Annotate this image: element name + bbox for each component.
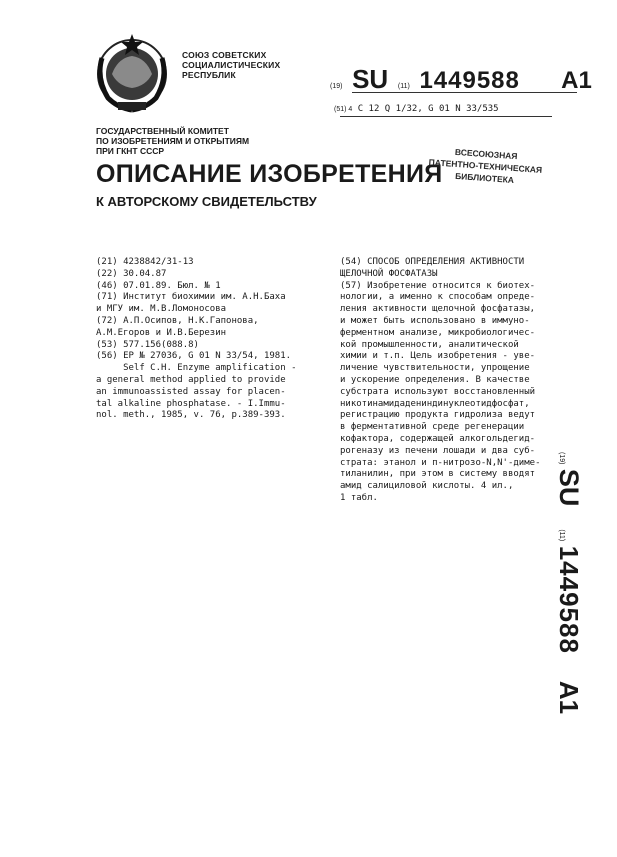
committee-line: ГОСУДАРСТВЕННЫЙ КОМИТЕТ (96, 126, 229, 136)
ussr-emblem-icon (88, 28, 176, 116)
ussr-line: СОЦИАЛИСТИЧЕСКИХ (182, 60, 281, 70)
abstract-line: никотинамидадениндинуклеотидфосфат, (340, 398, 530, 409)
abstract-line: личение чувствительности, упрощение (340, 363, 530, 374)
code-11: (11) (397, 83, 410, 90)
stamp-line: ВСЕСОЮЗНАЯ (454, 146, 518, 162)
abstract-line: регистрацию продукта гидролиза ведут (340, 410, 536, 421)
ipc-codes: С 12 Q 1/32, G 01 N 33/535 (357, 104, 499, 114)
side-kind-code: A1 (554, 680, 584, 715)
biblio-line: (72) А.П.Осипов, Н.К.Гапонова, (96, 315, 259, 326)
side-code-19: (19) (558, 452, 565, 465)
abstract-line: в ферментативной среде регенерации (340, 422, 525, 433)
abstract-line: (57) Изобретение относится к биотех- (340, 280, 536, 291)
patent-header (330, 64, 592, 95)
stamp-line: ПАТЕНТНО-ТЕХНИЧЕСКАЯ (428, 157, 543, 175)
biblio-line: А.М.Егоров и И.В.Березин (96, 327, 227, 338)
ussr-line: СОЮЗ СОВЕТСКИХ (182, 50, 267, 60)
code-19: (19) (330, 83, 343, 90)
abstract-line: нологии, а именно к способам опреде- (340, 292, 536, 303)
committee (96, 126, 249, 156)
stamp-line: БИБЛИОТЕКА (454, 170, 515, 186)
abstract-line: и может быть использовано в иммуно- (340, 315, 530, 326)
kind-code: A1 (561, 67, 592, 94)
biblio-line: (22) 30.04.87 (96, 268, 167, 279)
code-51: (51) 4 (334, 106, 353, 113)
side-patent-number (554, 452, 602, 715)
abstract-line: и ускорение определения. В качестве (340, 374, 530, 385)
biblio-line: (53) 577.156(088.8) (96, 339, 199, 350)
abstract-line: тиланилин, при этом в систему вводят (340, 469, 536, 480)
abstract-line: амид салициловой кислоты. 4 ил., (340, 481, 514, 492)
biblio-line: (56) ЕР № 27036, G 01 N 33/54, 1981. (96, 351, 292, 362)
ipc-rule (340, 116, 552, 117)
abstract-line: кофактора, содержащей алкогольдегид- (340, 433, 536, 444)
biblio-line: tal alkaline phosphatase. - I.Immu- (96, 398, 286, 409)
biblio-line: и МГУ им. М.В.Ломоносова (96, 304, 227, 315)
patent-number: 1449588 (419, 67, 520, 94)
ussr-line: РЕСПУБЛИК (182, 70, 236, 80)
abstract-line: ЩЕЛОЧНОЙ ФОСФАТАЗЫ (340, 268, 438, 279)
committee-line: ПО ИЗОБРЕТЕНИЯМ И ОТКРЫТИЯМ (96, 136, 250, 146)
document-title: ОПИСАНИЕ ИЗОБРЕТЕНИЯ (96, 160, 443, 188)
biblio-line: nol. meth., 1985, v. 76, p.389-393. (96, 410, 286, 421)
abstract-line: 1 табл. (340, 492, 378, 503)
document-subtitle: К АВТОРСКОМУ СВИДЕТЕЛЬСТВУ (96, 194, 317, 209)
abstract-line: химии и т.п. Цель изобретения - уве- (340, 351, 536, 362)
abstract-line: страта: этанол и п-нитрозо-N,N'-диме- (340, 457, 541, 468)
biblio-line: (46) 07.01.89. Бюл. № 1 (96, 280, 221, 291)
abstract-line: субстрата используют восстановленный (340, 386, 536, 397)
header-rule (352, 92, 577, 93)
committee-line: ПРИ ГКНТ СССР (96, 146, 165, 156)
abstract (340, 257, 575, 505)
biblio-line: (71) Институт биохимии им. А.Н.Баха (96, 292, 286, 303)
country-code: SU (352, 64, 389, 94)
ussr-name (182, 50, 280, 80)
side-code-11: (11) (558, 529, 565, 542)
side-number: 1449588 (554, 545, 584, 654)
bibliographic-data (96, 257, 326, 422)
abstract-line: ления активности щелочной фосфатазы, (340, 304, 536, 315)
biblio-line: a general method applied to provide (96, 374, 286, 385)
side-country-code: SU (554, 468, 584, 507)
biblio-line: Self C.H. Enzyme amplification - (96, 363, 297, 374)
biblio-line: (21) 4238842/31-13 (96, 257, 194, 267)
abstract-line: кой промышленности, аналитической (340, 339, 519, 350)
library-stamp (422, 144, 547, 200)
abstract-line: рогеназу из печени лошади и два суб- (340, 445, 536, 456)
abstract-line: ферментном анализе, микробиологичес- (340, 327, 536, 338)
abstract-line: (54) СПОСОБ ОПРЕДЕЛЕНИЯ АКТИВНОСТИ (340, 257, 525, 267)
biblio-line: an immunoassisted assay for placen- (96, 386, 286, 397)
ipc-classification (334, 104, 499, 114)
